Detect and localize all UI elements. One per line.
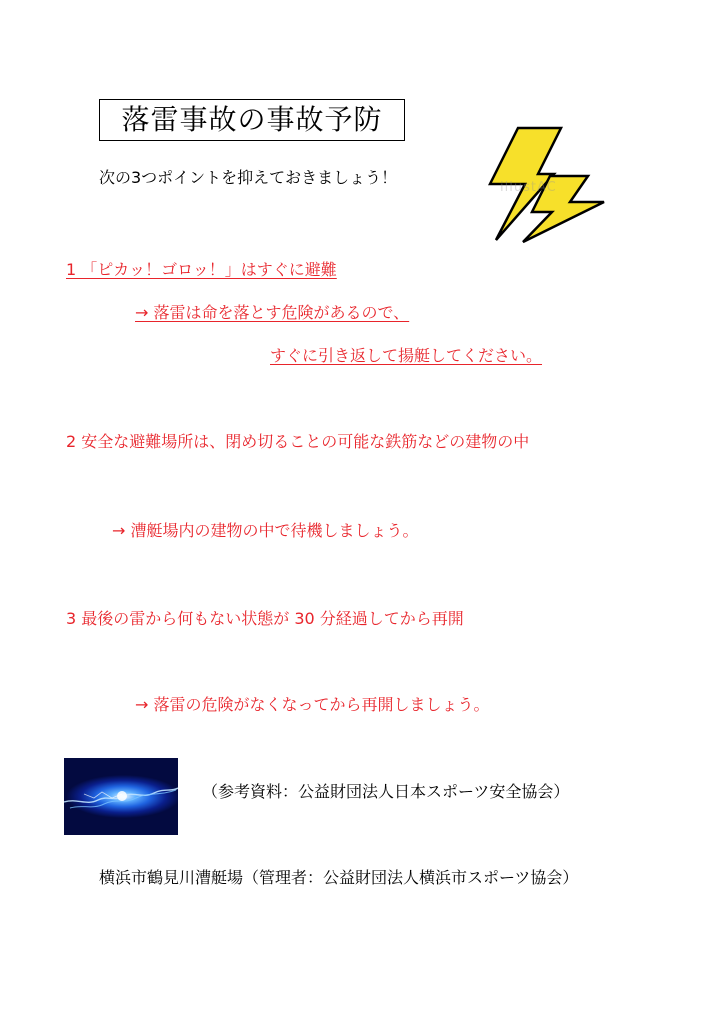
page-title: 落雷事故の事故予防 bbox=[99, 99, 405, 141]
subtitle: 次の3つポイントを抑えておきましょう！ bbox=[99, 168, 398, 187]
point-3-detail-1: → 落雷の危険がなくなってから再開しましょう。 bbox=[135, 695, 490, 714]
watermark: illustAC bbox=[500, 180, 557, 195]
point-1-detail-2: すぐに引き返して揚艇してください。 bbox=[270, 346, 543, 365]
electric-spark-image bbox=[64, 758, 178, 835]
point-1-heading: 1 「ピカッ！ゴロッ！」はすぐに避難 bbox=[66, 260, 337, 279]
point-2-heading: 2 安全な避難場所は、閉め切ることの可能な鉄筋などの建物の中 bbox=[66, 432, 530, 451]
point-3-heading: 3 最後の雷から何もない状態が 30 分経過してから再開 bbox=[66, 609, 464, 628]
reference-note: （参考資料：公益財団法人日本スポーツ安全協会） bbox=[202, 782, 570, 801]
venue-note: 横浜市鶴見川漕艇場（管理者：公益財団法人横浜市スポーツ協会） bbox=[99, 868, 579, 887]
point-2-detail-1: → 漕艇場内の建物の中で待機しましょう。 bbox=[112, 521, 419, 540]
point-1-detail-1: → 落雷は命を落とす危険があるので、 bbox=[135, 303, 410, 322]
